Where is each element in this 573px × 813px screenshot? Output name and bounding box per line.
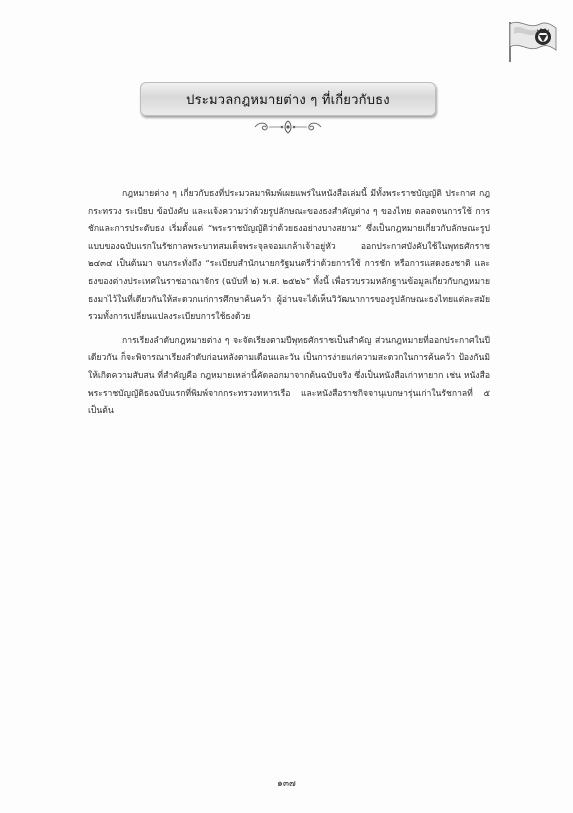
title-banner xyxy=(140,82,436,116)
paragraph: การเรียงลำดับกฎหมายต่าง ๆ จะจัดเรียงตามปีพุทธศักราชเป็นสำคัญ ส่วนกฎหมายที่ออกประกาศในปีเดียวกัน ก็จะพิจารณาเรียงลำดับก่อนหลังตามเดือนและวัน เป็นการง่ายแก่ความสะดวกในการค้นคว้า ป้องกันมิให้เกิดความสับสน ที่สำคัญคือ กฎหมายเหล่านี้คัดลอกมาจากต้นฉบับจริง ซึ่งเป็นหนังสือเก่าหายาก เช่น หนังสือพระราชบัญญัติธงฉบับแรกที่พิมพ์จากกระทรวงทหารเรือ และหนังสือราชกิจจานุเบกษารุ่นเก่าในรัชกาลที่ ๕ เป็นต้น xyxy=(88,335,490,417)
flag-emblem-icon xyxy=(506,16,558,64)
paragraph: กฎหมายต่าง ๆ เกี่ยวกับธงที่ประมวลมาพิมพ์เผยแพร่ในหนังสือเล่มนี้ มีทั้งพระราชบัญญัติ ประกาศ กฎกระทรวง ระเบียบ ข้อบังคับ และแจ้งความว่าด้วยรูปลักษณะของธงสำคัญต่าง ๆ ของไทย ตลอดจนการใช้ การชักและการประดับธง เริ่มตั้งแต่ “พระราชบัญญัติว่าด้วยธงอย่างบางสยาม” ซึ่งเป็นกฎหมายเกี่ยวกับลักษณะรูปแบบของฉบับแรกในรัชกาลพระบาทสมเด็จพระจุลจอมเกล้าเจ้าอยู่หัว ออกประกาศบังคับใช้ในพุทธศักราช ๒๔๓๔ เป็นต้นมา จนกระทั่งถึง “ระเบียบสำนักนายกรัฐมนตรีว่าด้วยการใช้ การชัก หรือการแสดงธงชาติ และธงของต่างประเทศในราชอาณาจักร (ฉบับที่ ๒) พ.ศ. ๒๕๒๖” ทั้งนี้ เพื่อรวบรวมหลักฐานข้อมูลเกี่ยวกับกฎหมายธงมาไว้ในที่เดียวกันให้สะดวกแก่การศึกษาค้นคว้า ผู้อ่านจะได้เห็นวิวัฒนาการของรูปลักษณะธงไทยแต่ละสมัย รวมทั้งการเปลี่ยนแปลงระเบียบการใช้ธงด้วย xyxy=(88,189,490,323)
ornament-divider-icon xyxy=(253,120,323,134)
page-title: ประมวลกฎหมายต่าง ๆ ที่เกี่ยวกับธง xyxy=(186,92,390,108)
page-number: ๑๓๗ xyxy=(277,779,296,789)
body-text xyxy=(88,186,490,427)
